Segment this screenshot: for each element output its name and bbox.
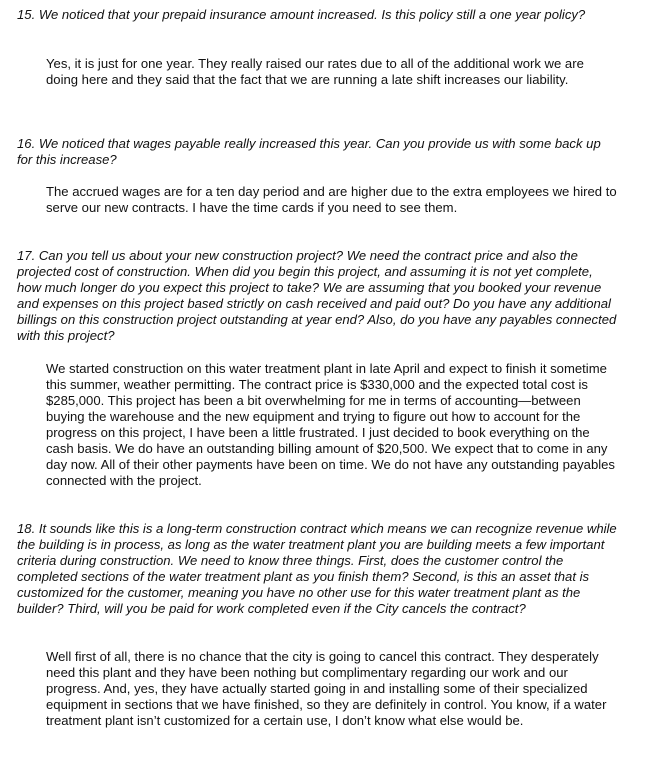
question-16: 16. We noticed that wages payable really increased this year. Can you provide us with some back up for this increase? [17,136,601,167]
question-18: 18. It sounds like this is a long-term construction contract which means we can recognize revenue while the building is in process, as long as the water treatment plant you are building meets a few important criteria during construction. We need to know three things. First, does the customer control the completed sections of the water treatment plant as you finish them? Second, is this an asset that is customized for the customer, meaning you have no other use for this water treatment plant as the builder? Third, will you be paid for work completed even if the City cancels the contract? [17,521,617,616]
answer-16: The accrued wages are for a ten day period and are higher due to the extra employees we hired to serve our new contracts. I have the time cards if you need to see them. [46,184,617,215]
question-17: 17. Can you tell us about your new construction project? We need the contract price and also the projected cost of construction. When did you begin this project, and assuming it is not yet complete, how much longer do you expect this project to take? We are assuming that you booked your revenue and expenses on this project based strictly on cash received and paid out? Do you have any additional billings on this construction project outstanding at year end? Also, do you have any payables connected with this project? [17,248,617,343]
question-15: 15. We noticed that your prepaid insurance amount increased. Is this policy still a one year policy? [17,7,586,22]
answer-17: We started construction on this water treatment plant in late April and expect to finish it sometime this summer, weather permitting. The contract price is $330,000 and the expected total cost is $285,000. This project has been a bit overwhelming for me in terms of accounting—between buying the warehouse and the new equipment and trying to figure out how to account for the progress on this project, I have been a little frustrated. I just decided to book everything on the cash basis. We do have an outstanding billing amount of $20,500. We expect that to come in any day now. All of their other payments have been on time. We do not have any outstanding payables connected with the project. [46,361,615,488]
answer-18: Well first of all, there is no chance that the city is going to cancel this contract. They desperately need this plant and they have been nothing but complimentary regarding our work and our progress. And, yes, they have actually started going in and installing some of their specialized equipment in sections that we have finished, so they are definitely in control. You know, if a water treatment plant isn’t customized for a certain use, I don’t know what else would be. [46,649,607,728]
answer-15: Yes, it is just for one year. They really raised our rates due to all of the additional work we are doing here and they said that the fact that we are running a late shift increases our liability. [46,56,584,87]
